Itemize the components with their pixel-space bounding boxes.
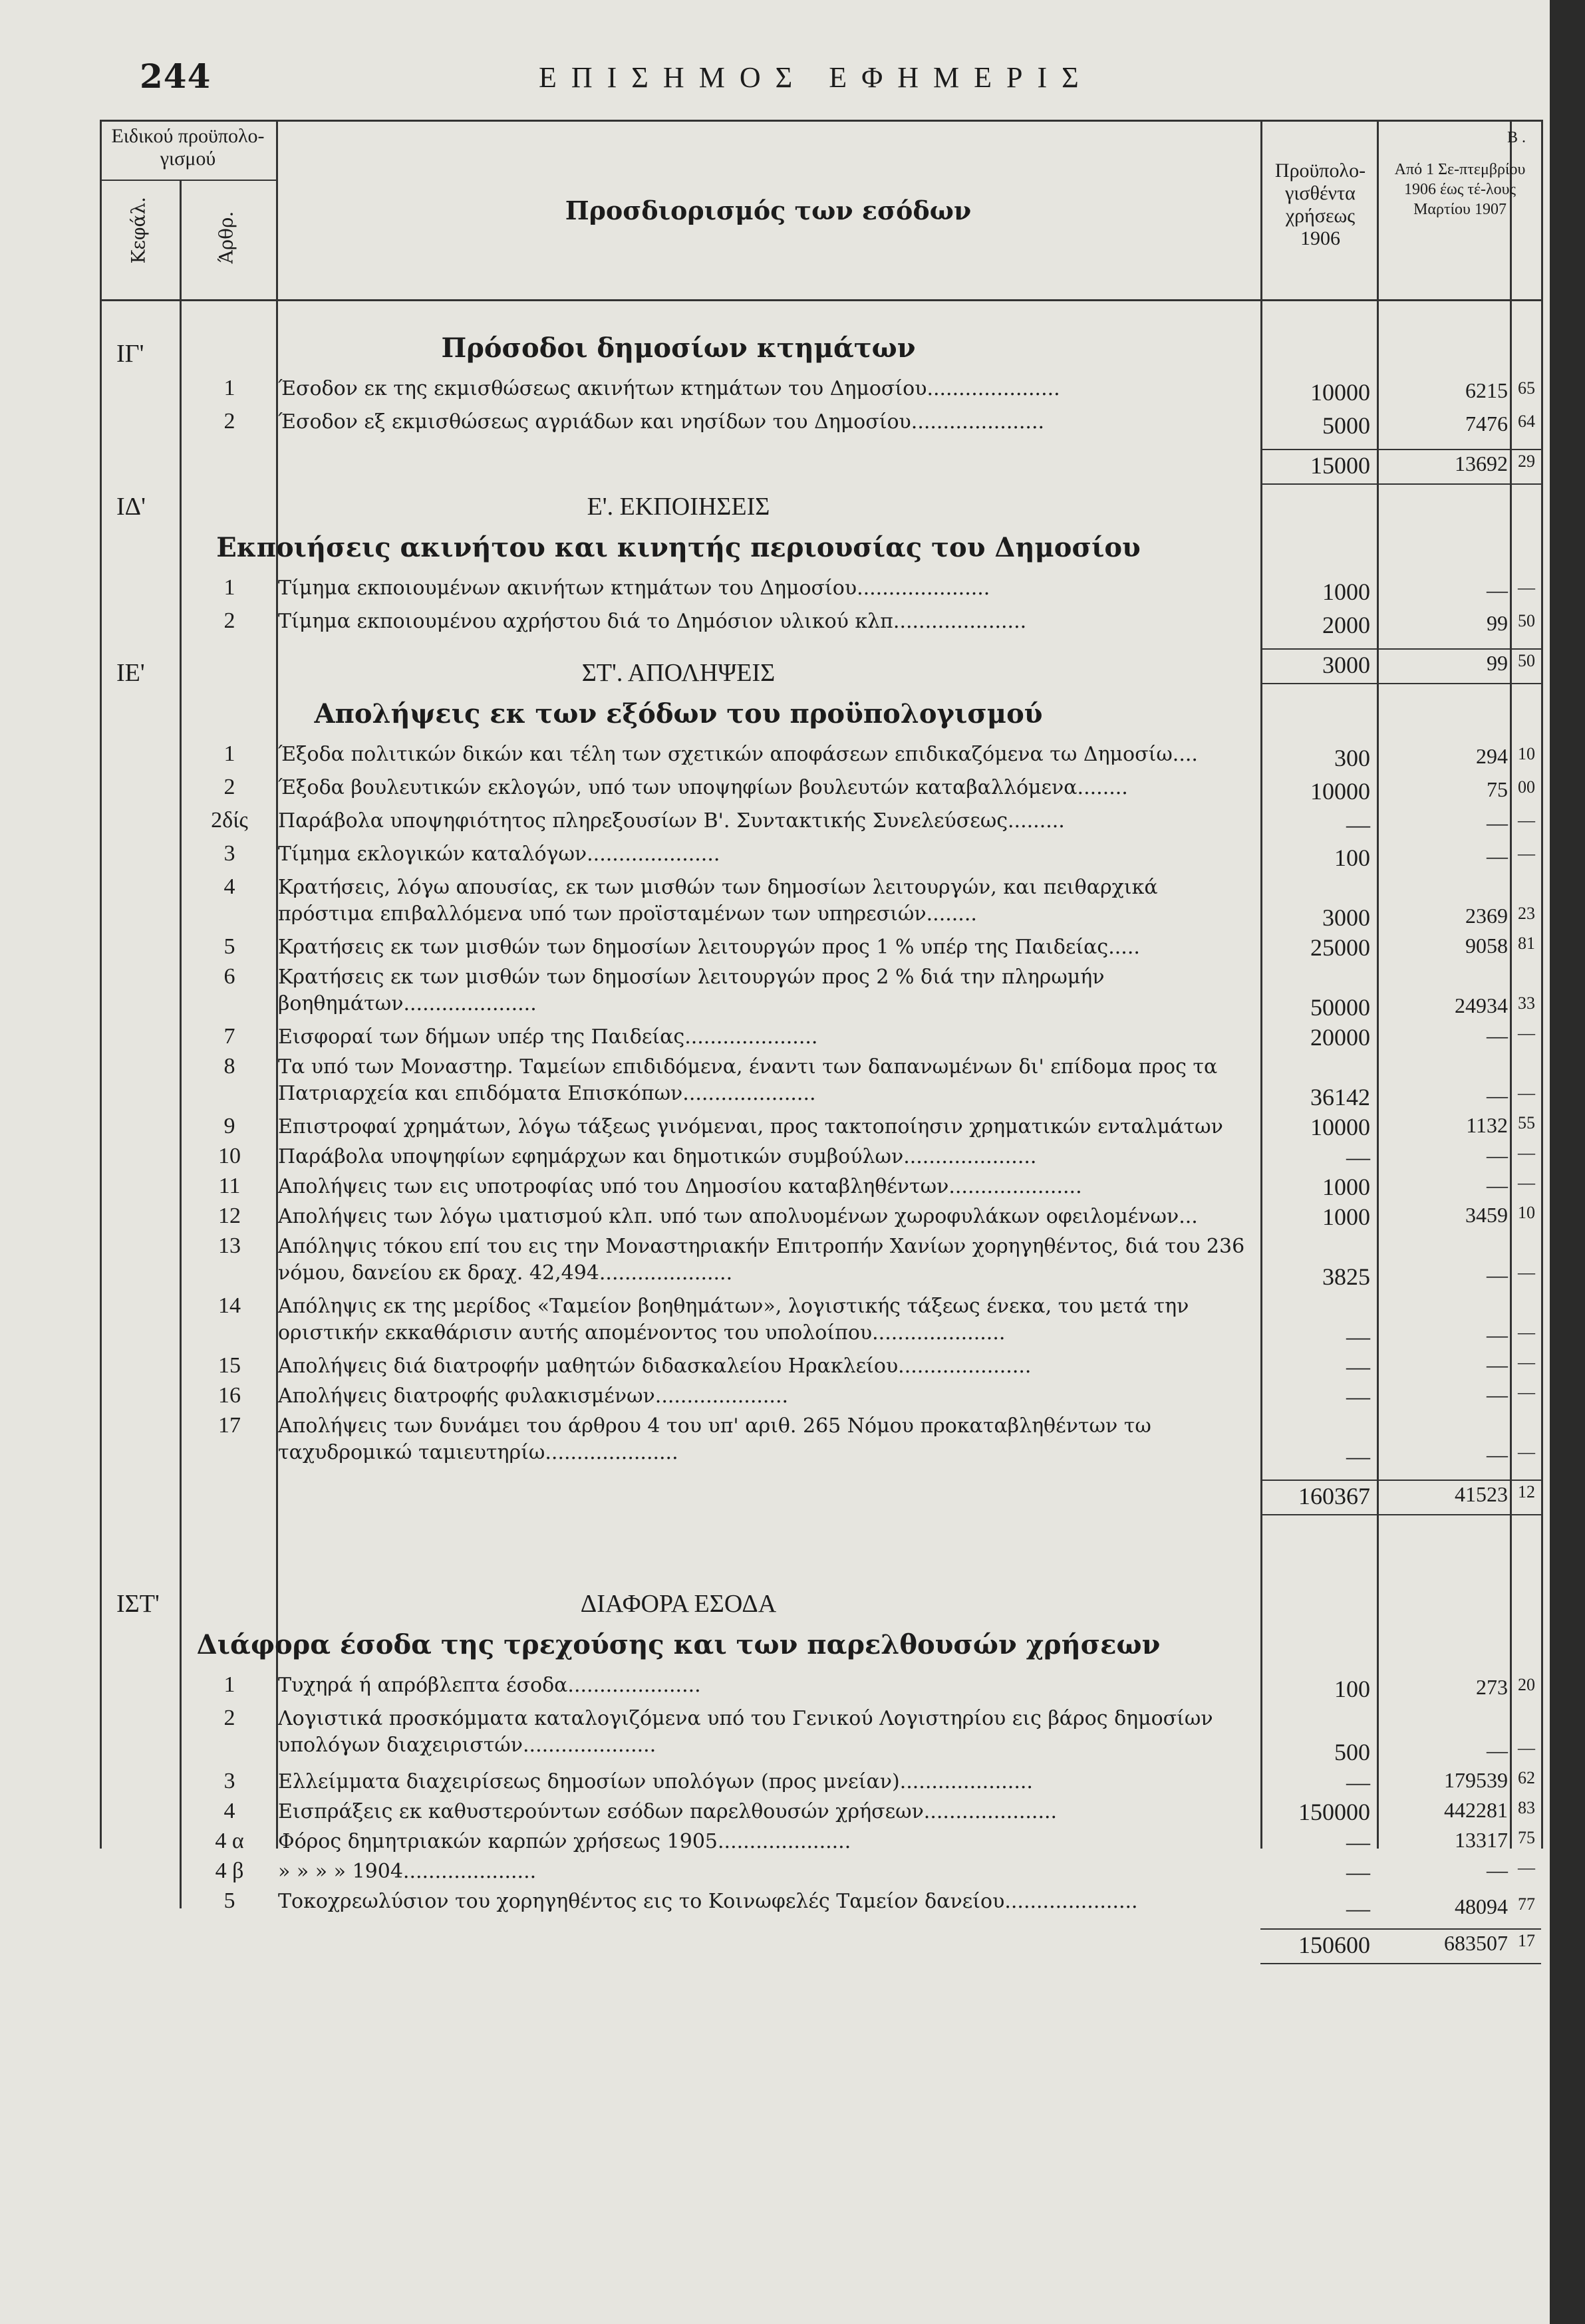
collected-decimals: 77 [1518,1894,1535,1914]
table-row [100,608,1543,642]
row-description: Απολήψεις διατροφής φυλακισμένων..................... [278,1384,789,1408]
table-row [100,1114,1543,1144]
collected-amount: 2369 [1465,904,1508,928]
collected-decimals: — [1518,1353,1535,1372]
collected-amount: 442281 [1444,1798,1508,1822]
collected-decimals: 55 [1518,1113,1535,1132]
collected-decimals: — [1518,1442,1535,1462]
row-description: Τίμημα εκποιουμένων ακινήτων κτημάτων του Δημοσίου..................... [278,577,990,600]
table-row [100,1672,1543,1706]
article-number: 13 [218,1233,241,1258]
page-edge-shadow [1550,0,1585,2324]
article-number: 2 [223,409,235,434]
table-row [100,874,1543,934]
table-row [100,964,1543,1024]
budgeted-amount: 25000 [1310,934,1370,961]
section-title: Εκποιήσεις ακινήτου και κινητής περιουσίας του Δημοσίου [216,532,1141,563]
row-description: Παράβολα υποψηφιότητος πληρεξουσίων Β'. Συντακτικής Συνελεύσεως......... [278,809,1065,833]
collected-decimals: 50 [1518,611,1535,630]
row-description: Φόρος δημητριακών καρπών χρήσεως 1905..................... [278,1830,851,1853]
table-row [100,1769,1543,1799]
collected-decimals: 23 [1518,904,1535,923]
collected-decimals: — [1518,844,1535,863]
article-number: 14 [218,1293,241,1318]
journal-title: ΕΠΙΣΗΜΟΣ ΕΦΗΜΕΡΙΣ [539,61,1093,94]
article-number: 16 [218,1383,241,1408]
table-row [100,1888,1543,1925]
budgeted-amount: 3000 [1322,904,1370,931]
article-number: 1 [223,575,235,600]
row-description: Έσοδον εκ της εκμισθώσεως ακινήτων κτημάτων του Δημοσίου..................... [278,377,1060,400]
section-total-budgeted: 150600 [1298,1932,1370,1958]
row-description: Έξοδα πολιτικών δικών και τέλη των σχετικών αποφάσεων επιδικαζόμενα τω Δημοσίω.... [278,743,1198,766]
section-total-budgeted: 160367 [1298,1483,1370,1509]
row-description: Ελλείμματα διαχειρίσεως δημοσίων υπολόγων (προς μνείαν)..................... [278,1770,1033,1793]
table-row [100,741,1543,775]
collected-decimals: — [1518,1083,1535,1102]
table-row [100,1353,1543,1383]
budget-group-header: Ειδικού προϋπολο-γισμού [111,125,265,170]
table-row [100,1024,1543,1054]
article-header: Άρθρ. [215,211,237,264]
row-description: Τυχηρά ή απρόβλεπτα έσοδα..................... [278,1674,701,1697]
section-title: Απολήψεις εκ των εξόδων του προϋπολογισμού [314,698,1043,729]
collected-amount: 9058 [1465,934,1508,958]
collected-amount: 48094 [1455,1894,1508,1918]
collected-decimals: — [1518,1738,1535,1757]
table-row [100,1829,1543,1859]
row-description: Κρατήσεις εκ των μισθών των δημοσίων λειτουργών προς 2 % διά την πληρωμήν βοηθημάτων..................... [278,966,1105,1015]
collected-decimals: — [1518,1382,1535,1402]
collected-decimals: 00 [1518,777,1535,797]
collected-decimals: — [1518,1143,1535,1162]
total-rule-bottom [1260,1514,1541,1515]
budgeted-amount: 20000 [1310,1024,1370,1051]
total-rule [1260,1480,1541,1481]
section-total-budgeted: 3000 [1322,652,1370,678]
total-rule [1260,648,1541,650]
budgeted-amount: — [1346,1895,1370,1922]
budgeted-amount: 10000 [1310,379,1370,406]
budgeted-amount: — [1346,1829,1370,1855]
collected-decimals: — [1518,1323,1535,1342]
collected-amount: — [1487,844,1508,868]
collected-decimals: 83 [1518,1798,1535,1817]
section-total-collected-decimals: 50 [1518,651,1535,670]
article-number: 7 [223,1024,235,1049]
collected-amount: 294 [1476,744,1508,768]
section-total-collected: 683507 [1444,1931,1508,1955]
article-number: 4 β [215,1859,244,1883]
article-number: 6 [223,964,235,989]
article-number: 3 [223,841,235,866]
article-number: 5 [223,1888,235,1913]
budgeted-header: Προϋπολο-γισθέντα χρήσεως 1906 [1274,160,1366,249]
collected-amount: — [1487,1442,1508,1466]
row-description: Τίμημα εκποιουμένου αχρήστου διά το Δημόσιον υλικού κλπ..................... [278,610,1027,633]
article-number: 1 [223,376,235,400]
collected-header: Από 1 Σε-πτεμβρίου 1906 έως τέ-λους Μαρτίου 1907 [1394,161,1526,218]
table-row [100,1144,1543,1174]
collected-amount: — [1487,1382,1508,1406]
budgeted-amount: 500 [1334,1739,1370,1765]
collected-amount: — [1487,1858,1508,1882]
article-number: 4 [223,1799,235,1823]
collected-amount: 273 [1476,1675,1508,1699]
description-header: Προσδιορισμός των εσόδων [565,195,972,225]
row-description: Εισπράξεις εκ καθυστερούντων εσόδων παρελθουσών χρήσεων..................... [278,1800,1058,1823]
article-number: 2 [223,1706,235,1730]
article-number: 1 [223,741,235,766]
collected-amount: 179539 [1444,1768,1508,1792]
collected-flag: Β . [1507,129,1526,146]
row-description: » » » » 1904..................... [278,1860,537,1883]
collected-amount: — [1487,1263,1508,1287]
budgeted-amount: 50000 [1310,994,1370,1021]
collected-amount: 99 [1487,611,1508,635]
row-description: Απολήψεις των εις υποτροφίας υπό του Δημοσίου καταβληθέντων..................... [278,1175,1082,1198]
budgeted-amount: 5000 [1322,412,1370,439]
collected-amount: 7476 [1465,412,1508,436]
collected-decimals: 10 [1518,1203,1535,1222]
table-row [100,1706,1543,1769]
table-row [100,1204,1543,1233]
table-row [100,1293,1543,1353]
article-number: 17 [218,1413,241,1438]
budgeted-amount: 10000 [1310,778,1370,805]
article-number: 5 [223,934,235,959]
collected-amount: — [1487,811,1508,835]
row-description: Απόληψις εκ της μερίδος «Ταμείον βοηθημάτων», λογιστικής τάξεως ένεκα, του μετά την οριστικήν εκκαθάρισιν αυτής απομένοντος του υπολοίπου..................... [278,1295,1189,1345]
table-row [100,1233,1543,1293]
total-rule-bottom [1260,683,1541,684]
collected-decimals: — [1518,1263,1535,1282]
row-description: Τοκοχρεωλύσιον του χορηγηθέντος εις το Κοινωφελές Ταμείον δανείου..................... [278,1890,1138,1913]
collected-amount: — [1487,1353,1508,1376]
article-number: 2δίς [211,808,248,833]
total-rule [1260,449,1541,450]
table-row [100,1054,1543,1114]
chapter-label: ΙΓ' [116,340,144,368]
article-number: 10 [218,1144,241,1168]
section-total-collected: 13692 [1455,452,1508,475]
table-row [100,1859,1543,1888]
collected-amount: — [1487,1323,1508,1347]
budgeted-amount: — [1346,1859,1370,1885]
table-row [100,841,1543,874]
section-total-row [100,1482,1543,1514]
chapter-label: ΙΕ' [116,659,145,687]
budgeted-amount: — [1346,1383,1370,1410]
budgeted-amount: 2000 [1322,612,1370,638]
collected-amount: 13317 [1455,1828,1508,1852]
budgeted-amount: 10000 [1310,1114,1370,1140]
collected-decimals: — [1518,578,1535,597]
row-description: Τα υπό των Μοναστηρ. Ταμείων επιδιδόμενα, έναντι των δαπανωμένων δι' επίδομα προς τα Πατριαρχεία και επιδόματα Επισκόπων..................... [278,1055,1218,1105]
collected-decimals: 62 [1518,1768,1535,1787]
header-bottom-border [100,299,1543,301]
budgeted-amount: 1000 [1322,1174,1370,1200]
section-total-row [100,1931,1543,1963]
page-header [140,57,1536,103]
budgeted-amount: 36142 [1310,1084,1370,1110]
article-number: 2 [223,775,235,799]
group-header-divider [100,180,276,181]
table-row [100,808,1543,841]
table-row [100,775,1543,808]
table-row [100,1383,1543,1413]
budgeted-amount: — [1346,1323,1370,1350]
chapter-label: ΙΣΤ' [116,1590,160,1618]
section-total-collected-decimals: 17 [1518,1931,1535,1950]
collected-amount: 6215 [1465,378,1508,402]
collected-decimals: — [1518,811,1535,830]
row-description: Εισφοραί των δήμων υπέρ της Παιδείας..................... [278,1025,818,1049]
section-total-collected: 41523 [1455,1482,1508,1506]
budgeted-amount: 300 [1334,745,1370,771]
row-description: Απολήψεις των δυνάμει του άρθρου 4 του υπ' αριθ. 265 Νόμου προκαταβληθέντων τω ταχυδρομικώ ταμιευτηρίω..................... [278,1414,1151,1464]
budgeted-amount: 100 [1334,844,1370,871]
budgeted-amount: — [1346,811,1370,838]
section-total-collected-decimals: 12 [1518,1482,1535,1501]
section-title: Πρόσοδοι δημοσίων κτημάτων [441,332,916,364]
budgeted-amount: — [1346,1769,1370,1795]
row-description: Επιστροφαί χρημάτων, λόγω τάξεως γινόμεναι, προς τακτοποίησιν χρηματικών ενταλμάτων [278,1115,1223,1138]
article-number: 12 [218,1204,241,1228]
table-top-border [100,120,1543,122]
collected-amount: — [1487,1738,1508,1762]
section-subtitle: ΣΤ'. ΑΠΟΛΗΨΕΙΣ [581,659,776,687]
row-description: Έσοδον εξ εκμισθώσεως αγριάδων και νησίδων του Δημοσίου..................... [278,410,1045,434]
row-description: Απολήψεις διά διατροφήν μαθητών διδασκαλείου Ηρακλείου..................... [278,1355,1032,1378]
article-number: 3 [223,1769,235,1793]
collected-decimals: 81 [1518,934,1535,953]
article-number: 2 [223,608,235,633]
table-row [100,575,1543,608]
collected-decimals: 10 [1518,744,1535,763]
section-total-collected-decimals: 29 [1518,452,1535,471]
collected-amount: 3459 [1465,1203,1508,1227]
budgeted-amount: — [1346,1144,1370,1170]
section-total-collected: 99 [1487,651,1508,675]
section-total-row [100,452,1543,483]
row-description: Παράβολα υποψηφίων εφημάρχων και δημοτικών συμβούλων..................... [278,1145,1037,1168]
collected-amount: — [1487,1173,1508,1197]
table-row [100,1413,1543,1473]
section-subtitle: Ε'. ΕΚΠΟΙΗΣΕΙΣ [587,493,770,521]
collected-decimals: — [1518,1023,1535,1043]
article-number: 9 [223,1114,235,1138]
row-description: Κρατήσεις, λόγω απουσίας, εκ των μισθών των δημοσίων λειτουργών, και πειθαρχικά πρόστιμα επιβαλλόμενα υπό των προϊσταμένων των υπηρεσιών........ [278,876,1158,926]
total-rule-bottom [1260,483,1541,485]
collected-amount: 24934 [1455,993,1508,1017]
budgeted-amount: 100 [1334,1676,1370,1702]
collected-decimals: 20 [1518,1675,1535,1694]
collected-decimals: — [1518,1858,1535,1877]
budgeted-amount: — [1346,1443,1370,1470]
row-description: Απόληψις τόκου επί του εις την Μοναστηριακήν Επιτροπήν Χανίων χορηγηθέντος, διά του 236 νόμου, δανείου εκ δραχ. 42,494..................... [278,1235,1245,1285]
collected-amount: — [1487,1143,1508,1167]
row-description: Απολήψεις των λόγω ιματισμού κλπ. υπό των απολυομένων χωροφυλάκων οφειλομένων... [278,1205,1198,1228]
row-description: Κρατήσεις εκ των μισθών των δημοσίων λειτουργών προς 1 % υπέρ της Παιδείας..... [278,936,1140,959]
article-number: 15 [218,1353,241,1378]
section-title: Διάφορα έσοδα της τρεχούσης και των παρελθουσών χρήσεων [196,1629,1161,1660]
collected-amount: 1132 [1466,1113,1508,1137]
page-number: 244 [140,57,212,96]
table-row [100,1799,1543,1829]
collected-decimals: 65 [1518,378,1535,398]
budgeted-amount: 1000 [1322,579,1370,605]
chapter-label: ΙΔ' [116,493,146,521]
collected-decimals: 64 [1518,412,1535,431]
budgeted-amount: 150000 [1298,1799,1370,1825]
budgeted-amount: — [1346,1353,1370,1380]
collected-decimals: 75 [1518,1828,1535,1847]
article-number: 4 α [215,1829,244,1853]
budgeted-amount: 3825 [1322,1263,1370,1290]
row-description: Τίμημα εκλογικών καταλόγων..................... [278,842,720,866]
collected-amount: 75 [1487,777,1508,801]
section-subtitle: ΔΙΑΦΟΡΑ ΕΣΟΔΑ [580,1590,777,1618]
collected-amount: — [1487,1023,1508,1047]
collected-amount: — [1487,578,1508,602]
article-number: 4 [223,874,235,899]
collected-decimals: — [1518,1173,1535,1192]
total-rule [1260,1928,1541,1930]
article-number: 11 [218,1174,241,1198]
revenue-table [100,120,1543,1958]
table-row [100,934,1543,964]
budgeted-amount: 1000 [1322,1204,1370,1230]
chapter-header: Κεφάλ. [127,196,150,264]
section-total-budgeted: 15000 [1310,452,1370,479]
collected-amount: — [1487,1083,1508,1107]
article-number: 8 [223,1054,235,1079]
article-number: 1 [223,1672,235,1697]
table-row [100,409,1543,442]
collected-decimals: 33 [1518,993,1535,1013]
table-row [100,376,1543,409]
row-description: Έξοδα βουλευτικών εκλογών, υπό των υποψηφίων βουλευτών καταβαλλόμενα........ [278,776,1128,799]
row-description: Λογιστικά προσκόμματα καταλογιζόμενα υπό του Γενικού Λογιστηρίου εις βάρος δημοσίων υπολόγων διαχειριστών..................... [278,1707,1213,1757]
table-row [100,1174,1543,1204]
total-rule-bottom [1260,1963,1541,1964]
